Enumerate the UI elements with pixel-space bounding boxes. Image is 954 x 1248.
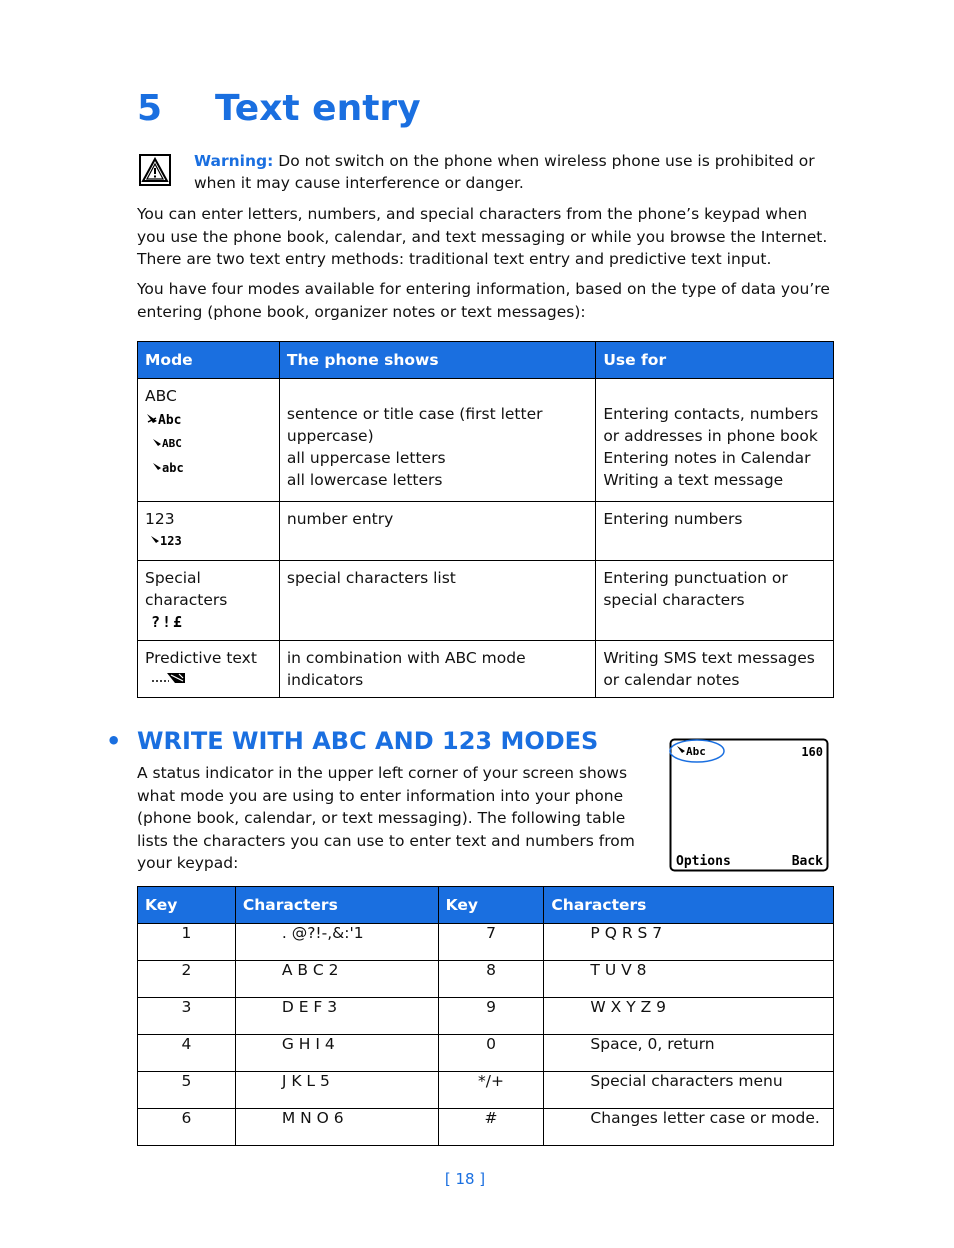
section-title: WRITE WITH ABC AND 123 MODES [137, 727, 599, 755]
svg-text:abc: abc [162, 461, 184, 475]
mode-row-special [138, 561, 834, 641]
character-counter: 160 [801, 745, 823, 759]
mode-label: Predictive text [145, 649, 257, 667]
header-key: Key [438, 887, 544, 924]
chapter-heading [137, 88, 421, 129]
header-characters: Characters [544, 887, 834, 924]
key-cell: 2 [138, 961, 236, 998]
shows-cell [279, 379, 595, 502]
mode-label: Special characters [145, 569, 228, 609]
shows-line: all lowercase letters [286, 471, 443, 489]
key-cell: 1 [138, 924, 236, 961]
warning-note [194, 150, 834, 194]
characters-cell: W X Y Z 9 [544, 998, 834, 1035]
intro-paragraph-1: You can enter letters, numbers, and special characters from the phone’s keypad when you use the phone book, calendar, and text messaging or while you browse the Internet. There are two text entry methods: traditional text entry and predictive text input. [137, 205, 828, 268]
chapter-number: 5 [137, 88, 163, 129]
table-row [138, 961, 834, 998]
page-number: [ 18 ] [444, 1170, 486, 1188]
use-line: Entering notes in Calendar [603, 449, 811, 467]
indicator-abc-sentence-case [145, 409, 205, 429]
indicator-special-characters [149, 611, 209, 631]
phone-screen-illustration [669, 738, 829, 872]
key-cell: 7 [438, 924, 544, 961]
mode-cell [138, 379, 280, 502]
indicator-abc-lowercase [151, 457, 211, 477]
characters-cell: Special characters menu [544, 1072, 834, 1109]
indicator-abc-uppercase [151, 433, 211, 453]
chapter-title: Text entry [215, 88, 421, 129]
key-table-header [138, 887, 834, 924]
use-cell [596, 379, 834, 502]
key-cell: 9 [438, 998, 544, 1035]
mode-row-abc [138, 379, 834, 502]
section-bullet: • [106, 727, 122, 755]
svg-text:Abc: Abc [158, 413, 182, 428]
key-cell: 5 [138, 1072, 236, 1109]
mode-label: 123 [145, 510, 175, 528]
shows-cell: special characters list [279, 561, 595, 641]
mode-cell [138, 502, 280, 561]
characters-cell: Changes letter case or mode. [544, 1109, 834, 1146]
key-cell: 6 [138, 1109, 236, 1146]
table-row [138, 1109, 834, 1146]
svg-text:123: 123 [160, 534, 182, 548]
use-cell: Entering numbers [596, 502, 834, 561]
svg-text:?!£: ?!£ [151, 613, 185, 631]
key-cell: 0 [438, 1035, 544, 1072]
svg-text:ABC: ABC [162, 437, 182, 450]
header-key: Key [138, 887, 236, 924]
pencil-indicator-icon [147, 414, 157, 423]
back-softkey: Back [791, 854, 823, 869]
characters-cell: . @?!-,&:'1 [235, 924, 438, 961]
indicator-123 [149, 530, 209, 550]
use-line: Writing a text message [603, 471, 784, 489]
characters-cell: T U V 8 [544, 961, 834, 998]
characters-cell: J K L 5 [235, 1072, 438, 1109]
section-heading [106, 727, 598, 755]
mode-row-predictive [138, 641, 834, 698]
key-cell: # [438, 1109, 544, 1146]
use-line: Entering contacts, numbers or addresses in phone book [603, 405, 819, 445]
options-softkey: Options [676, 854, 731, 869]
shows-cell: number entry [279, 502, 595, 561]
table-row [138, 924, 834, 961]
mode-label: ABC [145, 387, 177, 405]
warning-text: Do not switch on the phone when wireless phone use is prohibited or when it may cause interference or danger. [194, 152, 815, 192]
shows-cell: in combination with ABC mode indicators [279, 641, 595, 698]
key-cell: 3 [138, 998, 236, 1035]
intro-paragraph-2: You have four modes available for entering information, based on the type of data you’re entering (phone book, organizer notes or text messages): [137, 280, 830, 321]
predictive-text-icon [149, 669, 209, 689]
warning-triangle-icon [139, 154, 171, 186]
table-row [138, 998, 834, 1035]
table-row [138, 1072, 834, 1109]
characters-cell: P Q R S 7 [544, 924, 834, 961]
characters-cell: Space, 0, return [544, 1035, 834, 1072]
key-cell: */+ [438, 1072, 544, 1109]
mode-cell [138, 641, 280, 698]
characters-cell: A B C 2 [235, 961, 438, 998]
table-row [138, 1035, 834, 1072]
use-cell: Writing SMS text messages or calendar notes [596, 641, 834, 698]
shows-line: sentence or title case (first letter uppercase) [286, 405, 543, 445]
mode-table [137, 341, 834, 698]
mode-row-123 [138, 502, 834, 561]
warning-label: Warning: [194, 152, 274, 170]
characters-cell: D E F 3 [235, 998, 438, 1035]
characters-cell: M N O 6 [235, 1109, 438, 1146]
characters-cell: G H I 4 [235, 1035, 438, 1072]
mode-cell [138, 561, 280, 641]
header-characters: Characters [235, 887, 438, 924]
key-cell: 8 [438, 961, 544, 998]
screen-indicator: Abc [686, 745, 706, 758]
shows-line: all uppercase letters [286, 449, 446, 467]
header-mode: Mode [138, 342, 280, 379]
use-cell: Entering punctuation or special characters [596, 561, 834, 641]
section-paragraph: A status indicator in the upper left corner of your screen shows what mode you are using to enter information into your phone (phone book, calendar, or text messaging). The following table lists the characters you can use to enter text and numbers from your keypad: [137, 764, 635, 872]
key-table [137, 886, 834, 1146]
mode-table-header [138, 342, 834, 379]
key-cell: 4 [138, 1035, 236, 1072]
header-phone-shows: The phone shows [279, 342, 595, 379]
header-use-for: Use for [596, 342, 834, 379]
